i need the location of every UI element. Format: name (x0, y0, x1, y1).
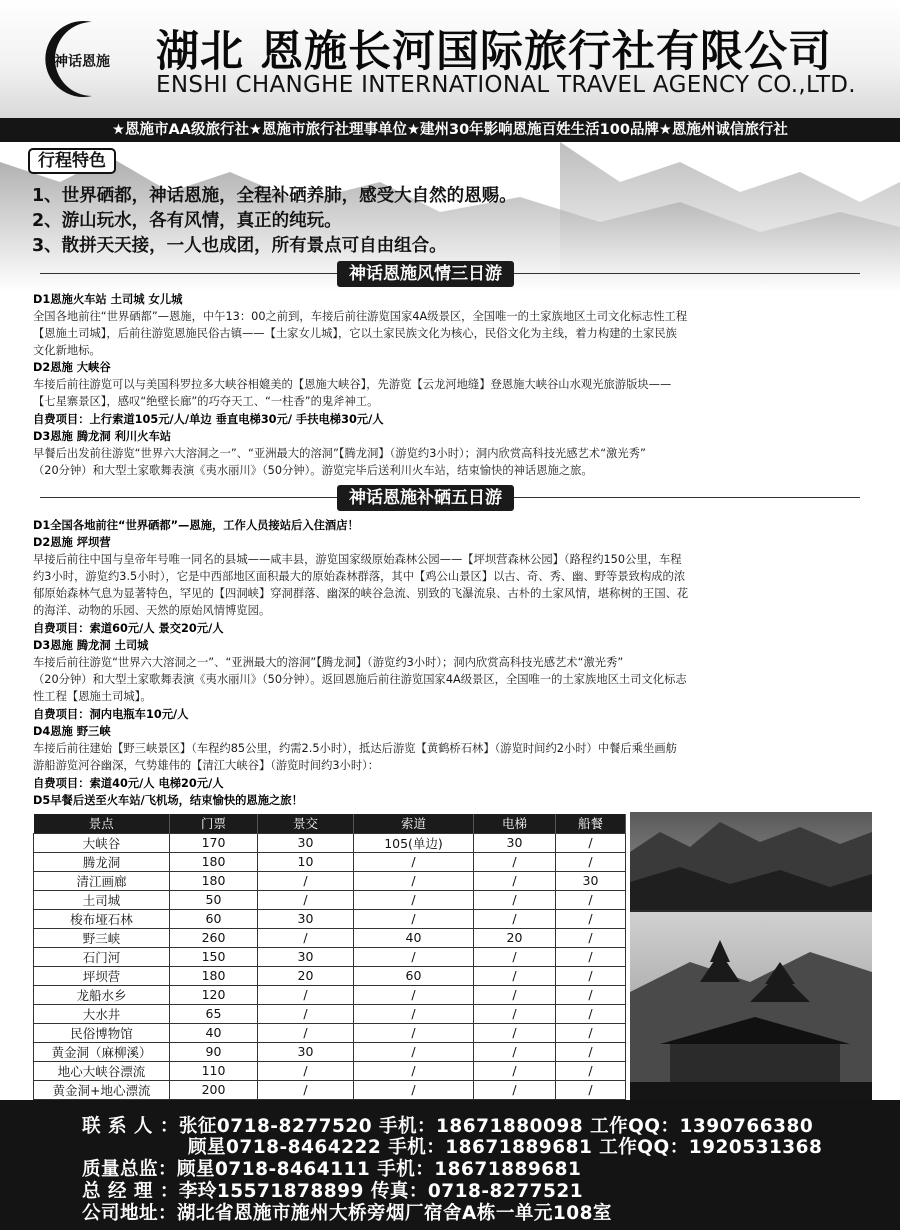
price-cell: / (474, 871, 556, 890)
price-cell: 170 (170, 833, 258, 852)
price-cell: 40 (354, 928, 474, 947)
price-cell: / (474, 985, 556, 1004)
table-row (34, 1042, 626, 1061)
tour5-text: 车接后前往建始【野三峡景区】（车程约85公里，约需2.5小时），抵达后游览【黄鹤桥石林】（游览时间约2小时）中餐后乘坐画舫 (33, 742, 677, 755)
price-cell: / (354, 890, 474, 909)
table-row (34, 947, 626, 966)
price-cell: 30 (258, 947, 354, 966)
tour3-text: 早餐后出发前往游览“世界六大溶洞之一”、“亚洲最大的溶洞”【腾龙洞】（游览约3小时）；洞内欣赏高科技光感艺术“激光秀” (33, 447, 646, 460)
price-cell: 150 (170, 947, 258, 966)
tour5-text: 的海洋、动物的乐园、天然的原始风情博览园。 (33, 604, 271, 617)
tour5-text: 游船游览河谷幽深，气势雄伟的【清江大峡谷】（游览时间约3小时）： (33, 759, 380, 772)
contact-line: 顾星0718-8464222 手机：18671889681 工作QQ：1920531368 (188, 1137, 823, 1158)
price-table-header-cell: 景交 (258, 814, 354, 833)
price-table (33, 814, 626, 1100)
price-cell: / (354, 947, 474, 966)
feature-item: 2、游山玩水，各有风情，真正的纯玩。 (32, 211, 342, 231)
tour3-day-heading: D2恩施 大峡谷 (33, 361, 111, 374)
tour5-extra-cost: 自费项目：洞内电瓶车10元/人 (33, 708, 189, 721)
table-row (34, 1023, 626, 1042)
price-cell: / (474, 852, 556, 871)
tour5-extra-cost: 自费项目：索道60元/人 景交20元/人 (33, 622, 224, 635)
attraction-name-cell: 大水井 (34, 1004, 170, 1023)
scenery-photos-image (630, 812, 872, 1104)
table-row (34, 966, 626, 985)
price-cell: 30 (258, 1042, 354, 1061)
price-cell: / (258, 928, 354, 947)
price-table-header-cell: 索道 (354, 814, 474, 833)
price-cell: / (474, 1023, 556, 1042)
price-cell: / (354, 1080, 474, 1099)
price-cell: / (354, 909, 474, 928)
price-cell: 180 (170, 966, 258, 985)
logo-text: 神话恩施 (54, 54, 110, 70)
price-cell: / (258, 1004, 354, 1023)
tour5-text: 早接后前往中国与皇帝年号唯一同名的县城——咸丰县，游览国家级原始森林公园——【坪坝营森林公园】（路程约150公里，车程 (33, 553, 682, 566)
tour5-day-heading: D1全国各地前往“世界硒都”—恩施，工作人员接站后入住酒店！ (33, 519, 359, 532)
table-row (34, 909, 626, 928)
tour5-day-heading: D3恩施 腾龙洞 土司城 (33, 639, 149, 652)
price-cell: / (354, 871, 474, 890)
tour5-text: 车接后前往游览“世界六大溶洞之一”、“亚洲最大的溶洞”【腾龙洞】（游览约3小时）；洞内欣赏高科技光感艺术“激光秀” (33, 656, 624, 669)
price-cell: / (354, 985, 474, 1004)
price-cell: 30 (258, 909, 354, 928)
price-cell: / (474, 1004, 556, 1023)
price-cell: 30 (474, 833, 556, 852)
price-cell: 20 (474, 928, 556, 947)
price-cell: / (556, 852, 626, 871)
attraction-name-cell: 龙船水乡 (34, 985, 170, 1004)
price-cell: / (354, 852, 474, 871)
price-cell: 10 (258, 852, 354, 871)
price-cell: / (474, 1080, 556, 1099)
attraction-name-cell: 大峡谷 (34, 833, 170, 852)
price-cell: / (474, 1042, 556, 1061)
price-cell: / (556, 833, 626, 852)
price-cell: 30 (556, 871, 626, 890)
price-table-header-cell: 电梯 (474, 814, 556, 833)
table-row (34, 928, 626, 947)
price-cell: 50 (170, 890, 258, 909)
table-row (34, 1080, 626, 1099)
price-cell: / (556, 947, 626, 966)
price-table-header (34, 814, 626, 833)
tour3-text: 【七星寨景区】，感叹“绝壁长廊”的巧夺天工、“一柱香”的鬼斧神工。 (33, 395, 379, 408)
price-cell: 40 (170, 1023, 258, 1042)
table-row (34, 852, 626, 871)
price-cell: / (354, 1042, 474, 1061)
feature-item: 3、散拼天天接，一人也成团，所有景点可自由组合。 (32, 236, 447, 256)
price-cell: / (258, 1080, 354, 1099)
price-cell: 180 (170, 852, 258, 871)
tour5-text: 约3小时，游览约3.5小时），它是中西部地区面积最大的原始森林群落，其中【鸡公山景区】以古、奇、秀、幽、野等景致构成的浓 (33, 570, 686, 583)
price-cell: / (258, 871, 354, 890)
price-cell: / (474, 909, 556, 928)
table-row (34, 1061, 626, 1080)
tour5-extra-cost: 自费项目：索道40元/人 电梯20元/人 (33, 777, 224, 790)
price-cell: / (354, 1004, 474, 1023)
price-cell: 200 (170, 1080, 258, 1099)
tour3-day-heading: D3恩施 腾龙洞 利川火车站 (33, 430, 172, 443)
tour5-text: 郁原始森林气息为显著特色，罕见的【四洞峡】穿洞群落、幽深的峡谷急流、别致的飞瀑流泉、古朴的土家风情，堪称树的王国、花 (33, 587, 689, 600)
price-cell: 20 (258, 966, 354, 985)
table-row (34, 890, 626, 909)
company-address-line: 公司地址：湖北省恩施市施州大桥旁烟厂宿舍A栋一单元108室 (82, 1203, 612, 1224)
tour3-text: 车接后前往游览可以与美国科罗拉多大峡谷相媲美的【恩施大峡谷】，先游览【云龙河地缝】登恩施大峡谷山水观光旅游版块—— (33, 378, 672, 391)
price-cell: / (474, 890, 556, 909)
contact-footer (0, 1100, 900, 1230)
contact-line: 联 系 人 ：张征0718-8277520 手机：18671880098 工作QQ：1390766380 (82, 1116, 814, 1137)
price-cell: / (556, 909, 626, 928)
slogan-bar: ★恩施市AA级旅行社★恩施市旅行社理事单位★建州30年影响恩施百姓生活100品牌★恩施州诚信旅行社 (0, 118, 900, 142)
price-cell: / (556, 928, 626, 947)
attraction-name-cell: 民俗博物馆 (34, 1023, 170, 1042)
attraction-name-cell: 清江画廊 (34, 871, 170, 890)
tour3-title: 神话恩施风情三日游 (337, 261, 514, 287)
table-row (34, 1004, 626, 1023)
price-cell: / (474, 966, 556, 985)
price-cell: / (474, 1061, 556, 1080)
tour3-text: （20分钟）和大型土家歌舞表演《夷水丽川》（50分钟）。游览完毕后送利川火车站，结束愉快的神话恩施之旅。 (33, 464, 593, 477)
price-cell: 90 (170, 1042, 258, 1061)
tour5-text: 性工程【恩施土司城】。 (33, 690, 152, 703)
price-cell: / (556, 1080, 626, 1099)
price-cell: / (258, 985, 354, 1004)
price-cell: / (258, 890, 354, 909)
header-banner (0, 0, 900, 118)
price-cell: / (556, 966, 626, 985)
price-cell: 110 (170, 1061, 258, 1080)
price-cell: 30 (258, 833, 354, 852)
tour3-day-heading: D1恩施火车站 土司城 女儿城 (33, 293, 183, 306)
price-cell: / (354, 1061, 474, 1080)
price-cell: / (556, 1023, 626, 1042)
price-cell: / (258, 1023, 354, 1042)
table-row (34, 833, 626, 852)
price-cell: 120 (170, 985, 258, 1004)
price-cell: 65 (170, 1004, 258, 1023)
price-cell: / (556, 1061, 626, 1080)
tour3-extra-cost: 自费项目：上行索道105元/人/单边 垂直电梯30元/ 手扶电梯30元/人 (33, 413, 384, 426)
price-table-header-cell: 门票 (170, 814, 258, 833)
tour5-text: （20分钟）和大型土家歌舞表演《夷水丽川》（50分钟）。返回恩施后前往游览国家4A级景区，全国唯一的土家族地区土司文化标志 (33, 673, 687, 686)
tour3-text: 全国各地前往“世界硒都”—恩施，中午13：00之前到，车接后前往游览国家4A级景区，全国唯一的土家族地区土司文化标志性工程 (33, 310, 688, 323)
features-label: 行程特色 (28, 148, 116, 174)
price-cell: 60 (170, 909, 258, 928)
attraction-name-cell: 野三峡 (34, 928, 170, 947)
tour5-title: 神话恩施补硒五日游 (337, 485, 514, 511)
attraction-name-cell: 黄金洞（麻柳溪） (34, 1042, 170, 1061)
price-cell: / (474, 947, 556, 966)
tour3-text: 文化新地标。 (33, 344, 101, 357)
price-cell: 60 (354, 966, 474, 985)
tour5-day-heading: D4恩施 野三峡 (33, 725, 111, 738)
price-cell: / (258, 1061, 354, 1080)
tour5-day-heading: D2恩施 坪坝营 (33, 536, 111, 549)
price-cell: / (556, 1004, 626, 1023)
attraction-name-cell: 腾龙洞 (34, 852, 170, 871)
price-cell: / (556, 890, 626, 909)
attraction-name-cell: 黄金洞+地心漂流 (34, 1080, 170, 1099)
price-cell: 105(单边) (354, 833, 474, 852)
price-table-header-cell: 船餐 (556, 814, 626, 833)
attraction-name-cell: 地心大峡谷漂流 (34, 1061, 170, 1080)
price-cell: / (354, 1023, 474, 1042)
feature-item: 1、世界硒都，神话恩施，全程补硒养肺，感受大自然的恩赐。 (32, 186, 517, 206)
attraction-name-cell: 土司城 (34, 890, 170, 909)
quality-director-line: 质量总监：顾星0718-8464111 手机：18671889681 (82, 1159, 582, 1180)
company-title-en: ENSHI CHANGHE INTERNATIONAL TRAVEL AGENCY CO.,LTD. (156, 72, 856, 98)
attraction-name-cell: 坪坝营 (34, 966, 170, 985)
table-row (34, 985, 626, 1004)
tour5-day-heading: D5早餐后送至火车站/飞机场，结束愉快的恩施之旅！ (33, 794, 303, 807)
company-title-cn: 湖北 恩施长河国际旅行社有限公司 (156, 27, 832, 77)
tour3-text: 【恩施土司城】，后前往游览恩施民俗古镇——【土家女儿城】，它以土家民族文化为核心，民俗文化为主线，着力构建的土家民族 (33, 327, 677, 340)
price-cell: 260 (170, 928, 258, 947)
price-cell: / (556, 1042, 626, 1061)
price-cell: 180 (170, 871, 258, 890)
general-manager-line: 总 经 理 ：李玲15571878899 传真：0718-8277521 (82, 1181, 584, 1202)
attraction-name-cell: 梭布垭石林 (34, 909, 170, 928)
price-table-header-cell: 景点 (34, 814, 170, 833)
price-cell: / (556, 985, 626, 1004)
table-row (34, 871, 626, 890)
attraction-name-cell: 石门河 (34, 947, 170, 966)
